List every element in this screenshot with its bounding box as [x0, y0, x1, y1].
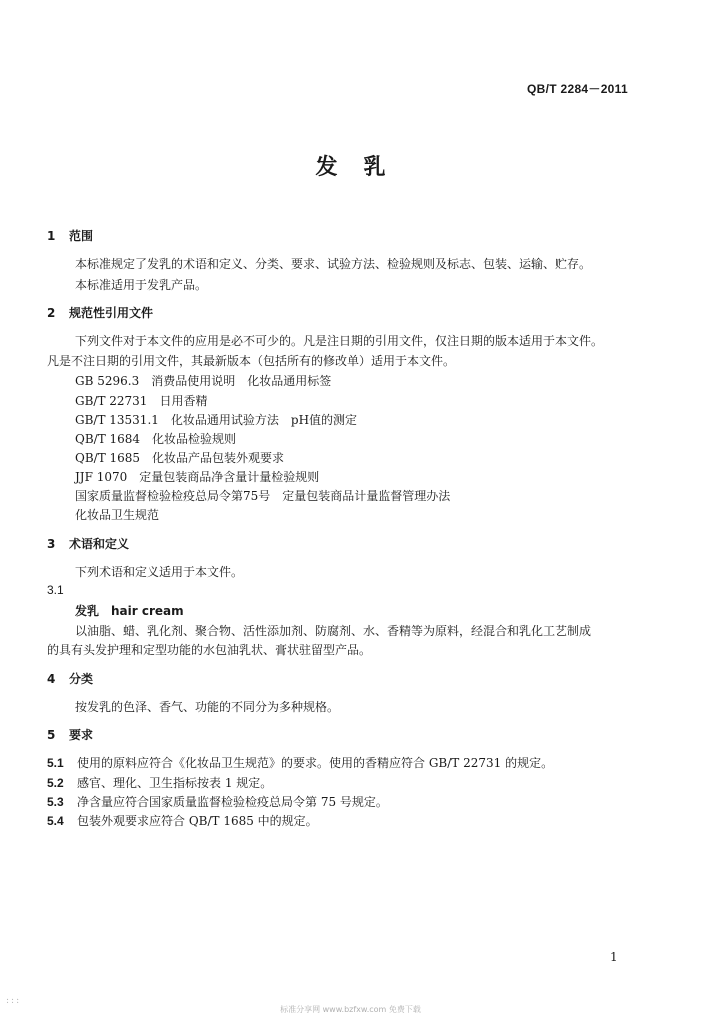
term-definition-line-2: 的具有头发护理和定型功能的水包油乳状、膏状驻留型产品。: [47, 643, 372, 657]
scan-corner-mark: :::: [6, 996, 22, 1006]
section-number: 5: [47, 728, 56, 742]
page-number: 1: [610, 950, 618, 964]
section-2-heading: [47, 304, 153, 321]
reference-item: QB/T 1685 化妆品产品包装外观要求: [75, 451, 285, 465]
requirement-number: 5.3: [47, 795, 64, 809]
reference-item: GB 5296.3 消费品使用说明 化妆品通用标签: [75, 374, 332, 388]
reference-item: GB/T 22731 日用香精: [75, 394, 208, 408]
section-3-intro: 下列术语和定义适用于本文件。: [75, 565, 244, 579]
requirement-number: 5.1: [47, 756, 64, 770]
section-2-intro-line-1: 下列文件对于本文件的应用是必不可少的。凡是注日期的引用文件，仅注日期的版本适用于本文件。: [75, 334, 604, 348]
standard-code: QB/T 2284－2011: [527, 82, 628, 96]
requirement-number: 5.4: [47, 814, 64, 828]
section-3-heading: [47, 535, 129, 552]
section-2-intro-line-2: 凡是不注日期的引用文件，其最新版本（包括所有的修改单）适用于本文件。: [47, 354, 456, 368]
section-title: 术语和定义: [69, 537, 130, 551]
footer-watermark: 标准分享网 www.bzfxw.com 免费下载: [280, 1005, 421, 1014]
section-number: 3: [47, 537, 56, 551]
requirement-item: [47, 812, 318, 829]
requirement-number: 5.2: [47, 776, 64, 790]
section-5-heading: [47, 726, 93, 743]
term-entry: 发乳 hair cream: [75, 604, 184, 618]
requirement-item: [47, 793, 388, 810]
reference-item: QB/T 1684 化妆品检验规则: [75, 432, 237, 446]
section-1-heading: [47, 227, 93, 244]
subclause-number: 3.1: [47, 583, 64, 597]
section-number: 4: [47, 672, 56, 686]
reference-item: 国家质量监督检验检疫总局令第75号 定量包装商品计量监督管理办法: [75, 489, 451, 503]
requirement-text: 使用的原料应符合《化妆品卫生规范》的要求。使用的香精应符合 GB/T 22731 的规定。: [77, 756, 554, 770]
section-number: 2: [47, 306, 56, 320]
requirement-text: 感官、理化、卫生指标按表 1 规定。: [77, 776, 273, 790]
requirement-text: 净含量应符合国家质量监督检验检疫总局令第 75 号规定。: [77, 795, 388, 809]
document-title: 发乳: [315, 154, 412, 180]
requirement-item: [47, 774, 272, 791]
section-title: 分类: [69, 672, 94, 686]
requirement-item: [47, 754, 553, 771]
reference-item: 化妆品卫生规范: [75, 508, 160, 522]
reference-item: JJF 1070 定量包装商品净含量计量检验规则: [75, 470, 320, 484]
section-title: 规范性引用文件: [69, 306, 154, 320]
section-title: 范围: [69, 229, 94, 243]
section-4-paragraph: 按发乳的色泽、香气、功能的不同分为多种规格。: [75, 700, 340, 714]
section-title: 要求: [69, 728, 94, 742]
section-number: 1: [47, 229, 56, 243]
section-4-heading: [47, 670, 93, 687]
requirement-text: 包装外观要求应符合 QB/T 1685 中的规定。: [77, 814, 318, 828]
reference-item: GB/T 13531.1 化妆品通用试验方法 pH值的测定: [75, 413, 358, 427]
section-1-paragraph-1: 本标准规定了发乳的术语和定义、分类、要求、试验方法、检验规则及标志、包装、运输、贮存。: [75, 257, 592, 271]
term-definition-line-1: 以油脂、蜡、乳化剂、聚合物、活性添加剂、防腐剂、水、香精等为原料，经混合和乳化工艺制成: [75, 624, 592, 638]
section-1-paragraph-2: 本标准适用于发乳产品。: [75, 278, 208, 292]
